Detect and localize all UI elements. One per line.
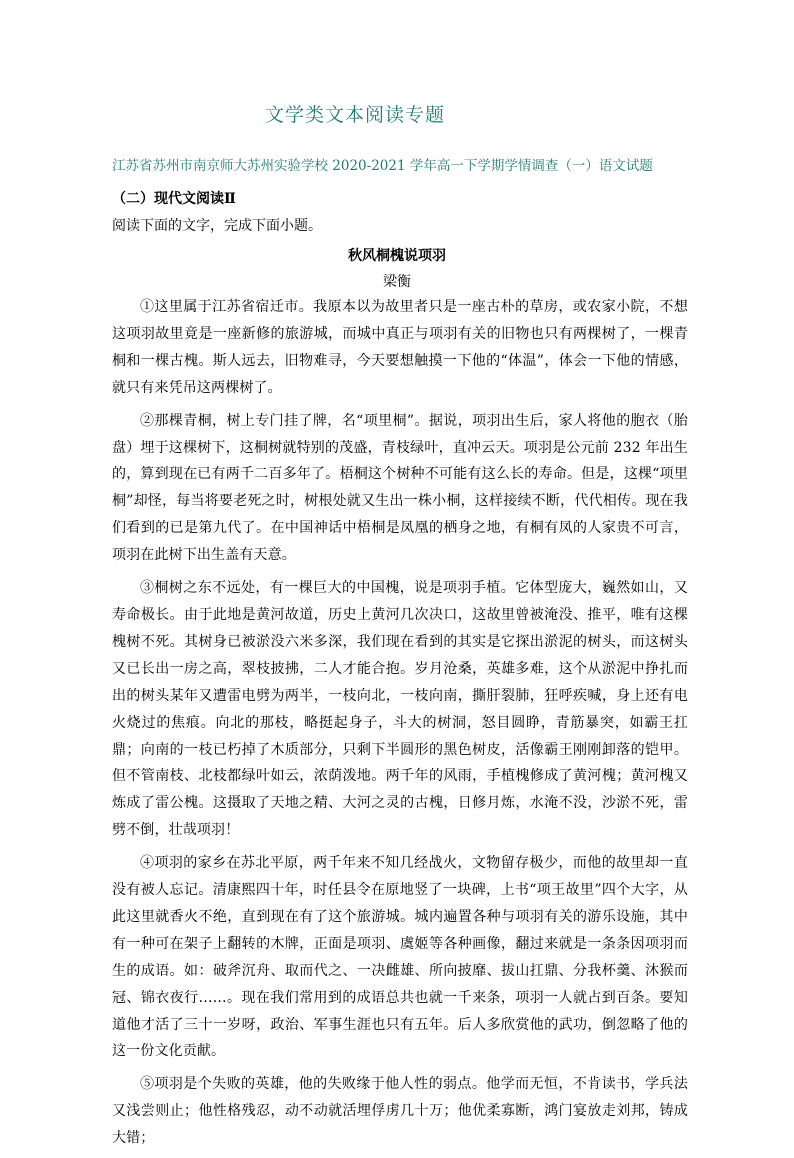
main-title: 文学类文本阅读专题 [264, 104, 445, 126]
paragraph-3: ③桐树之东不远处，有一棵巨大的中国槐，说是项羽手植。它体型庞大，巍然如山，又寿命极长。由于此地是黄河故道，历史上黄河几次决口，这故里曾被淹没、推平，唯有这棵槐树不死。其树身已被淤没六米多深，我们现在看到的其实是它探出淤泥的树头，而这树头又已长出一房之高，翠枝披拂，二人才能合抱。岁月沧桑，英雄多难，这个从淤泥中挣扎而出的树头某年又遭雷电劈为两半，一枝向北，一枝向南，撕肝裂肺，狂呼疾喊，身上还有电火烧过的焦痕。向北的那枝，略挺起身子，斗大的树洞，怒目圆睁，青筋暴突，如霸王扛鼎；向南的一枝已朽掉了木质部分，只剩下半圆形的黑色树皮，活像霸王刚刚卸落的铠甲。但不管南枝、北枝都绿叶如云，浓荫泼地。两千年的风雨，手植槐修成了黄河槐；黄河槐又炼成了雷公槐。这摄取了天地之精、大河之灵的古槐，日修月炼，水淹不没，沙淤不死，雷劈不倒，壮哉项羽！ [112, 580, 688, 839]
section-heading: （二）现代文阅读Ⅱ [112, 191, 236, 207]
article-body [112, 294, 688, 1158]
paragraph-5: ⑤项羽是个失败的英雄，他的失败缘于他人性的弱点。他学而无恒，不肯读书，学兵法又浅尝则止；他性格残忍，动不动就活埋俘虏几十万；他优柔寡断，鸿门宴放走刘邦，铸成大错； [112, 1076, 688, 1147]
paragraph-2: ②那棵青桐，树上专门挂了牌，名“项里桐”。据说，项羽出生后，家人将他的胞衣（胎盘）埋于这棵树下，这桐树就特别的茂盛，青枝绿叶，直冲云天。项羽是公元前 232 年出生的，算到现在已有两千二百多年了。梧桐这个树种不可能有这么长的寿命。但是，这棵“项里桐”却怪，每当将要老死之时，树根处就又生出一株小桐，这样接续不断，代代相传。现在我们看到的已是第九代了。在中国神话中梧桐是凤凰的栖身之地，有桐有凤的人家贵不可言，项羽在此树下出生盖有天意。 [112, 412, 688, 564]
paragraph-4: ④项羽的家乡在苏北平原，两千年来不知几经战火，文物留存极少，而他的故里却一直没有被人忘记。清康熙四十年，时任县令在原地竖了一块碑，上书“项王故里”四个大字，从此这里就香火不绝，直到现在有了这个旅游城。城内遍置各种与项羽有关的游乐设施，其中有一种可在架子上翻转的木牌，正面是项羽、虞姬等各种画像，翻过来就是一条条因项羽而生的成语。如：破斧沉舟、取而代之、一决雌雄、所向披靡、拔山扛鼎、分我杯羹、沐猴而冠、锦衣夜行……。现在我们常用到的成语总共也就一千来条，项羽一人就占到百条。要知道他才活了三十一岁呀，政治、军事生涯也只有五年。后人多欣赏他的武功，倒忽略了他的这一份文化贡献。 [112, 855, 688, 1060]
exam-source-line: 江苏省苏州市南京师大苏州实验学校 2020-2021 学年高一下学期学情调查（一）语文试题 [112, 158, 653, 174]
paragraph-1: ①这里属于江苏省宿迁市。我原本以为故里者只是一座古朴的草房，或农家小院，不想这项羽故里竟是一座新修的旅游城，而城中真正与项羽有关的旧物也只有两棵树了，一棵青桐和一棵古槐。斯人远去，旧物难寻，今天要想触摸一下他的“体温”，体会一下他的情感，就只有来凭吊这两棵树了。 [112, 299, 688, 396]
article-title: 秋风桐槐说项羽 [348, 248, 446, 264]
article-author: 梁衡 [383, 274, 411, 290]
reading-instruction: 阅读下面的文字，完成下面小题。 [112, 218, 322, 234]
